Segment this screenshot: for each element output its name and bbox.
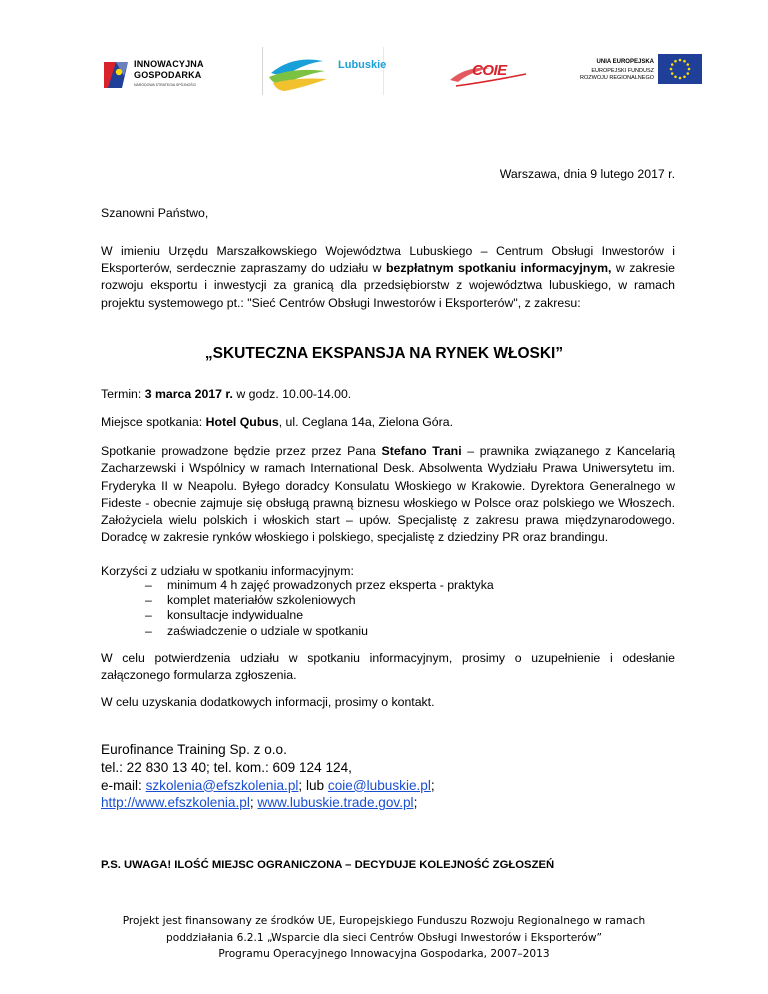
eu-star-icon	[686, 63, 689, 66]
email-link-efszkolenia[interactable]: szkolenia@efszkolenia.pl	[145, 777, 299, 793]
coie-wordmark: COIE	[472, 62, 507, 79]
phone-numbers: tel.: 22 830 13 40; tel. kom.: 609 124 124,	[101, 759, 352, 775]
email-link-coie[interactable]: coie@lubuskie.pl	[327, 777, 431, 793]
innowacyjna-gospodarka-logo	[100, 56, 220, 96]
eu-logo	[574, 53, 704, 93]
list-item: – minimum 4 h zajęć prowadzonych przez eksperta - praktyka	[145, 578, 494, 593]
list-item: – komplet materiałów szkoleniowych	[145, 593, 494, 608]
eu-star-icon	[674, 60, 677, 63]
eu-star-icon	[683, 75, 686, 78]
benefits-list	[145, 578, 494, 639]
intro-paragraph: W imieniu Urzędu Marszałkowskiego Województwa Lubuskiego – Centrum Obsługi Inwestorów i Eksporterów, serdecznie zapraszamy do udziału w bezpłatnym spotkaniu informacyjnym, w zakresie rozwoju eksportu i inwestycji za granicą dla przedsiębiorstw z województwa lubuskiego, w ramach projektu systemowego pt.: "Sieć Centrów Obsługi Inwestorów i Eksporterów", z zakresu:	[101, 244, 675, 310]
letter-date: Warszawa, dnia 9 lutego 2017 r.	[499, 167, 675, 181]
logo-bar	[0, 50, 768, 102]
coie-logo	[446, 60, 532, 90]
eu-star-icon	[679, 59, 682, 62]
eu-title: UNIA EUROPEJSKA	[596, 59, 654, 65]
lubuskie-waves-icon	[263, 47, 383, 95]
footer-line: poddziałania 6.2.1 „Wsparcie dla sieci Centrów Obsługi Inwestorów i Eksporterów”	[165, 931, 603, 944]
eu-star-icon	[671, 72, 674, 75]
funding-footer	[0, 913, 768, 963]
event-headline: „SKUTECZNA EKSPANSJA NA RYNEK WŁOSKI”	[204, 345, 564, 362]
ig-title: INNOWACYJNA GOSPODARKA	[134, 59, 204, 80]
event-venue: Miejsce spotkania: Hotel Qubus, ul. Ceglana 14a, Zielona Góra.	[101, 415, 453, 429]
confirm-paragraph: W celu potwierdzenia udziału w spotkaniu informacyjnym, prosimy o uzupełnienie i odesłanie załączonego formularza zgłoszenia.	[101, 651, 675, 682]
speaker-bio: Spotkanie prowadzone będzie przez przez Pana Stefano Trani – prawnika związanego z Kancelarią Zacharzewski i Wspólnicy w ramach International Desk. Absolwenta Wydziału Prawa Uniwersytetu im. Fryderyka II w Neapolu. Byłego doradcy Konsulatu Włoskiego w Krakowie. Dyrektora Generalnego w Fideste - obecnie zajmuje się obsługą prawną biznesu włoskiego w Polsce oraz polskiego we Włoszech. Założyciela wielu polskich i włoskich start – upów. Specjalistę z zakresu prawa międzynarodowego. Doradcę w zakresie rynków włoskiego i polskiego, specjalistę z dziedziny PR oraz brandingu.	[101, 444, 675, 545]
contact-block	[101, 741, 435, 812]
event-date: Termin: 3 marca 2017 r. w godz. 10.00-14.00.	[101, 387, 352, 401]
eu-star-icon	[686, 72, 689, 75]
list-item: – zaświadczenie o udziale w spotkaniu	[145, 624, 494, 639]
ig-subtitle: NARODOWA STRATEGIA SPÓJNOŚCI	[134, 83, 197, 87]
ps-notice: P.S. UWAGA! ILOŚĆ MIEJSC OGRANICZONA – DECYDUJE KOLEJNOŚĆ ZGŁOSZEŃ	[101, 859, 555, 871]
website-line: http://www.efszkolenia.pl; www.lubuskie.trade.gov.pl;	[101, 795, 418, 811]
contact-request: W celu uzyskania dodatkowych informacji, prosimy o kontakt.	[101, 695, 435, 709]
eu-star-icon	[674, 75, 677, 78]
list-item: – konsultacje indywidualne	[145, 608, 494, 623]
footer-line: Programu Operacyjnego Innowacyjna Gospodarka, 2007–2013	[218, 948, 550, 960]
footer-line: Projekt jest finansowany ze środków UE, Europejskiego Funduszu Rozwoju Regionalnego w ramach	[122, 915, 646, 927]
eu-star-icon	[688, 68, 691, 71]
email-line: e-mail: szkolenia@efszkolenia.pl; lub coie@lubuskie.pl;	[101, 777, 435, 793]
website-link-efszkolenia[interactable]: http://www.efszkolenia.pl	[101, 795, 250, 811]
lubuskie-logo	[262, 47, 387, 95]
intro-emphasis: bezpłatnym spotkaniu informacyjnym,	[385, 261, 612, 276]
eu-star-icon	[670, 68, 673, 71]
eu-star-icon	[683, 60, 686, 63]
ig-flag-icon	[100, 58, 130, 92]
company-name: Eurofinance Training Sp. z o.o.	[101, 742, 287, 757]
lubuskie-wordmark: Lubuskie	[338, 59, 387, 71]
speaker-name: Stefano Trani	[381, 444, 462, 458]
greeting: Szanowni Państwo,	[101, 206, 209, 220]
website-link-lubuskie[interactable]: www.lubuskie.trade.gov.pl	[257, 795, 414, 811]
eu-star-icon	[671, 63, 674, 66]
eu-flag-icon	[658, 54, 702, 84]
benefits-title: Korzyści z udziału w spotkaniu informacyjnym:	[101, 564, 354, 578]
eu-star-icon	[679, 77, 682, 80]
eu-fund-name: EUROPEJSKI FUNDUSZ ROZWOJU REGIONALNEGO	[580, 68, 654, 81]
